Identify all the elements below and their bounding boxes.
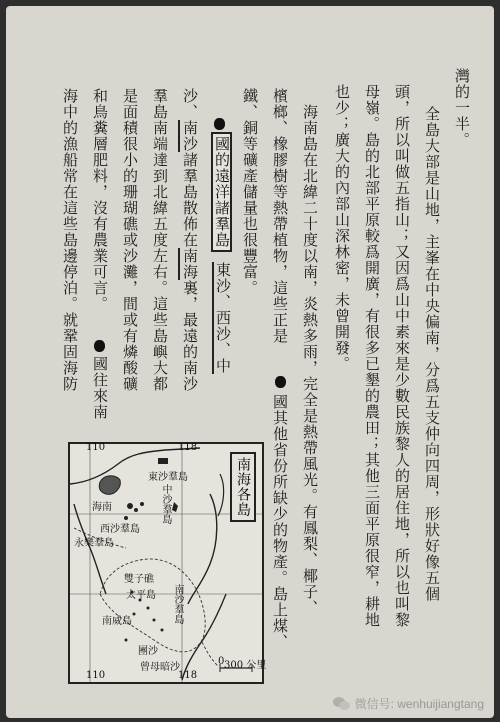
map-label-tuanzha: 團沙: [138, 646, 158, 657]
watermark-text: 微信号: wenhuijiangtang: [354, 697, 484, 711]
text-column-11: 羣島南端達到北緯五度左右。這些島嶼大都: [151, 88, 169, 392]
map-label-dongsha: 東沙羣島: [148, 472, 188, 483]
scale-zero: 0: [218, 656, 225, 667]
place-name-underlined: 南沙: [178, 120, 199, 152]
text-column-7a: 檳榔、橡膠樹等熱帶植物，這些正是: [271, 88, 289, 344]
map-label-zhongsha: 中沙羣島: [160, 484, 171, 524]
text-column-7b: 國其他省份所缺少的物產。島上煤、: [271, 394, 289, 650]
text-column-13: 和鳥糞層肥料，沒有農業可言。: [91, 88, 109, 312]
ink-blot: [214, 118, 225, 130]
text-segment: 諸羣島散佈在: [181, 152, 199, 248]
text-column-12a: 是面積很小的珊瑚礁或沙灘，間或有燐酸礦: [121, 88, 139, 392]
text-column-2: 全島大部是山地，主峯在中央偏南，分爲五支仲向四周，形狀好像五個: [423, 106, 441, 602]
book-page: [6, 6, 494, 718]
longitude-label: 110: [86, 442, 106, 453]
map-label-hainan: 海南: [92, 502, 112, 513]
text-column-5: 也少；廣大的內部山深林密，未曾開發。: [333, 84, 351, 372]
place-name-underlined: 南海: [178, 248, 199, 280]
map-label-taiping: 太平島: [126, 590, 156, 601]
section-heading: 國的遠洋諸羣島: [211, 132, 232, 252]
scale-bar-label: 300 公里: [224, 660, 267, 671]
ink-blot: [94, 340, 105, 352]
text-column-8: 鐵、銅等礦產儲量也很豐富。: [241, 88, 259, 296]
watermark: [333, 695, 484, 712]
map-label-nansha: 南沙羣島: [172, 584, 183, 624]
longitude-label: 118: [178, 442, 198, 453]
wechat-icon: [333, 697, 351, 711]
map-label-shuangzi: 雙子礁: [124, 574, 154, 585]
south-sea-islands-map: [68, 442, 267, 684]
map-title: 南海各島: [230, 452, 256, 522]
text-column-1: 灣的一半。: [453, 68, 471, 148]
map-label-yongle: 永樂羣島: [74, 538, 114, 549]
map-label-zengmu: 曾母暗沙: [140, 662, 180, 673]
ink-blot: [275, 376, 286, 388]
text-column-10: [182, 88, 197, 392]
map-label-xisha: 西沙羣島: [100, 524, 140, 535]
longitude-label: 118: [178, 670, 198, 681]
text-column-6: 海南島在北緯二十度以南，炎熱多雨，完全是熱帶風光。有鳳梨、椰子、: [301, 104, 319, 616]
text-column-14: 海中的漁船常在這些島邊停泊。就鞏固海防: [61, 88, 79, 392]
map-label-nanwei: 南威島: [102, 616, 132, 627]
text-column-9: 東沙、西沙、中: [214, 262, 232, 374]
text-segment: 裏，最遠的南沙: [181, 280, 199, 392]
text-column-4: 母嶺。島的北部平原較爲開廣，有很多已墾的農田；其他三面平原很窄，耕地: [363, 84, 381, 628]
text-column-12b: 國往來南: [91, 356, 109, 420]
longitude-label: 110: [86, 670, 106, 681]
text-segment: 沙、: [181, 88, 199, 120]
text-column-3: 頭，所以叫做五指山；又因爲山中素來是少數民族黎人的居住地，所以也叫黎: [393, 84, 411, 628]
